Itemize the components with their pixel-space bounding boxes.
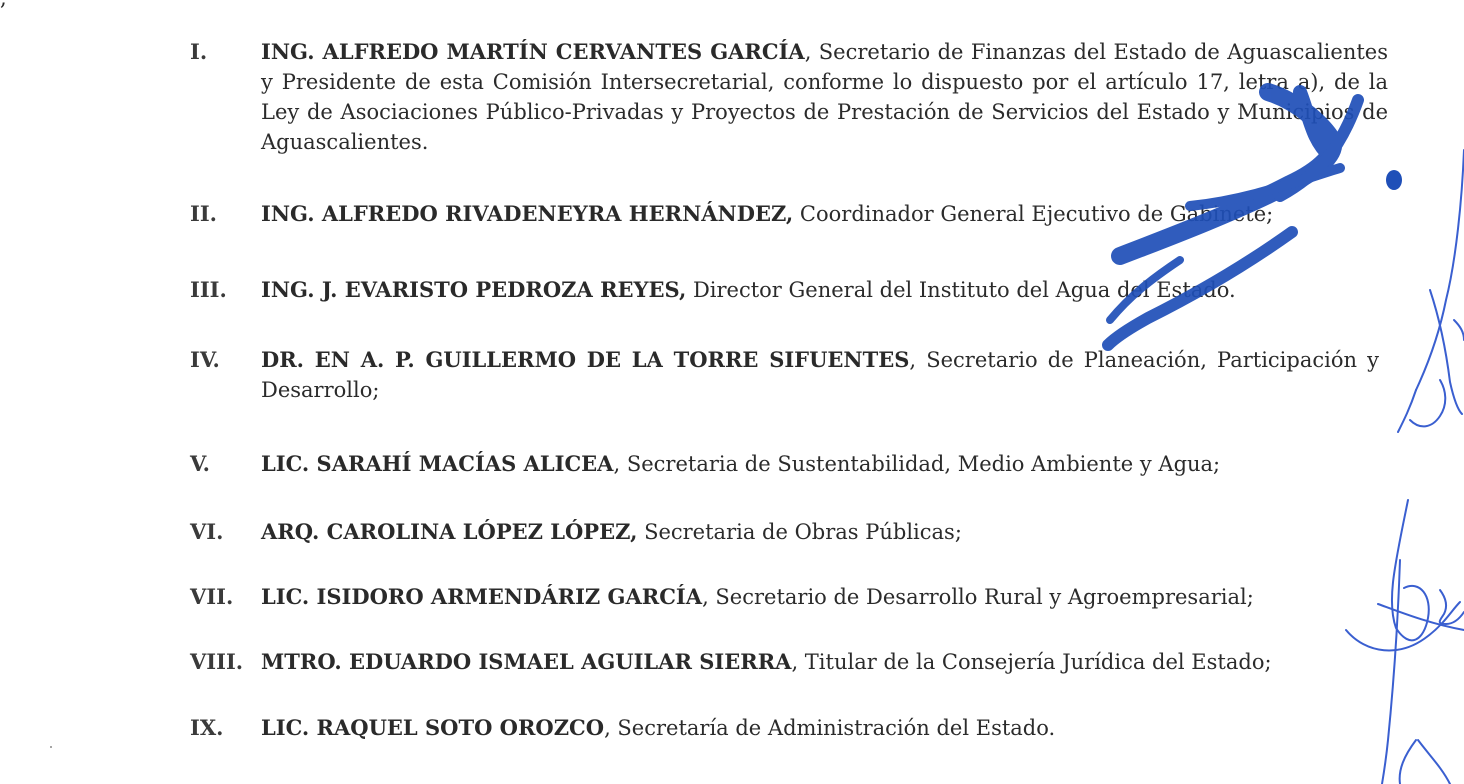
item-text <box>261 345 1379 405</box>
list-item <box>190 713 1420 745</box>
item-numeral: IV. <box>190 347 220 372</box>
member-role: , Secretario de Planeación, Participación y Desarrollo; <box>261 348 1380 402</box>
member-name: ING. ALFREDO MARTÍN CERVANTES GARCÍA <box>261 39 805 64</box>
member-role: Coordinador General Ejecutivo de Gabinete; <box>793 202 1274 226</box>
list-item <box>190 37 1420 167</box>
list-item <box>190 582 1420 614</box>
member-name: LIC. SARAHÍ MACÍAS ALICEA <box>261 451 614 476</box>
item-numeral: I. <box>190 39 208 64</box>
member-role: Secretaria de Obras Públicas; <box>637 520 962 544</box>
member-role: , Secretaría de Administración del Estado. <box>604 716 1056 740</box>
member-name: LIC. ISIDORO ARMENDÁRIZ GARCÍA <box>261 584 703 609</box>
member-name: ING. J. EVARISTO PEDROZA REYES, <box>261 277 687 302</box>
member-role: , Titular de la Consejería Jurídica del Estado; <box>791 650 1272 674</box>
list-item <box>190 449 1420 481</box>
item-numeral: VI. <box>190 519 224 544</box>
item-text <box>261 449 1401 479</box>
item-text <box>261 37 1388 157</box>
member-name: MTRO. EDUARDO ISMAEL AGUILAR SIERRA <box>261 649 792 674</box>
marker-dot <box>1386 170 1402 190</box>
item-text <box>261 713 1401 743</box>
scan-speck <box>50 746 52 748</box>
item-text <box>261 647 1401 677</box>
member-name: ING. ALFREDO RIVADENEYRA HERNÁNDEZ, <box>261 201 794 226</box>
item-numeral: VII. <box>190 584 234 609</box>
list-item <box>190 517 1420 549</box>
member-role: , Secretaria de Sustentabilidad, Medio Ambiente y Agua; <box>613 452 1221 476</box>
list-item <box>190 199 1420 231</box>
list-item <box>190 345 1420 409</box>
item-numeral: III. <box>190 277 227 302</box>
item-text <box>261 582 1401 612</box>
item-numeral: VIII. <box>190 649 244 674</box>
previous-line-fragment <box>0 0 7 10</box>
item-numeral: V. <box>190 451 210 476</box>
item-text <box>261 517 1401 547</box>
item-numeral: II. <box>190 201 217 226</box>
member-role: Director General del Instituto del Agua del Estado. <box>686 278 1236 302</box>
member-name: ARQ. CAROLINA LÓPEZ LÓPEZ, <box>261 519 638 544</box>
member-name: DR. EN A. P. GUILLERMO DE LA TORRE SIFUENTES <box>261 347 910 372</box>
item-text <box>261 199 1401 229</box>
item-numeral: IX. <box>190 715 224 740</box>
member-role: , Secretario de Finanzas del Estado de Aguascalientes y Presidente de esta Comisión Intersecretarial, conforme lo dispuesto por el artículo 17, letra a), de la Ley de Asociaciones Público-Privadas y Proyectos de Prestación de Servicios del Estado y Municipios de Aguascalientes. <box>261 40 1388 154</box>
item-text <box>261 275 1401 305</box>
list-item <box>190 647 1420 679</box>
member-name: LIC. RAQUEL SOTO OROZCO <box>261 715 605 740</box>
member-role: , Secretario de Desarrollo Rural y Agroempresarial; <box>702 585 1254 609</box>
list-item <box>190 275 1420 307</box>
